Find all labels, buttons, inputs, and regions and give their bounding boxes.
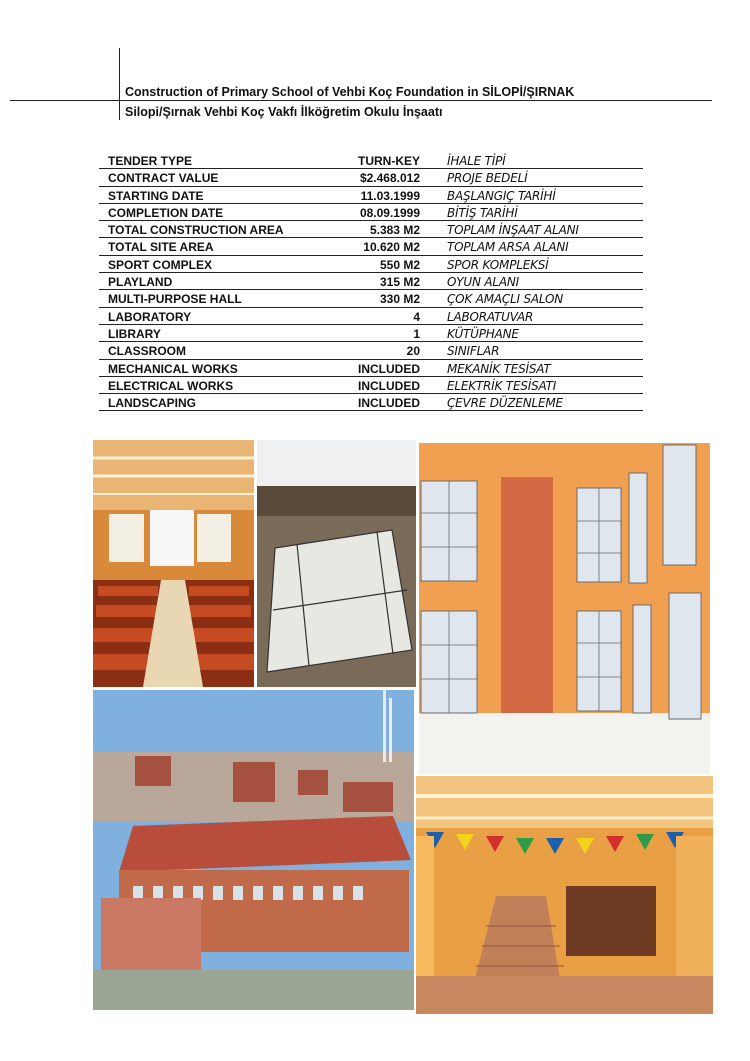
spec-label: COMPLETION DATE [108,205,224,220]
page-subtitle: Silopi/Şırnak Vehbi Koç Vakfı İlköğretim Okulu İnşaatı [125,105,443,119]
spec-label-tr: ÇEVRE DÜZENLEME [447,396,563,411]
spec-label-tr: TOPLAM ARSA ALANI [447,240,569,255]
photo-building-facade [419,443,710,774]
spec-label: LABORATORY [108,309,192,324]
photo-interior-stairs [416,776,713,1014]
spec-label: LANDSCAPING [108,396,197,411]
horizontal-rule [10,100,712,101]
table-row [99,187,643,204]
spec-label-tr: LABORATUVAR [447,309,534,324]
table-row [99,152,643,169]
spec-value: 315 M2 [379,275,420,290]
spec-value: 4 [413,309,420,324]
table-row [99,290,643,307]
spec-label-tr: SINIFLAR [447,344,500,359]
page-title: Construction of Primary School of Vehbi Koç Foundation in SİLOPİ/ŞIRNAK [125,85,575,99]
spec-label: CONTRACT VALUE [108,171,219,186]
spec-label-tr: BİTİŞ TARİHİ [447,205,518,220]
table-row [99,221,643,238]
spec-label: STARTING DATE [108,188,204,203]
table-row [99,256,643,273]
spec-value: 08.09.1999 [359,205,420,220]
spec-label-tr: OYUN ALANI [447,275,519,290]
spec-label-tr: İHALE TİPİ [447,154,506,168]
spec-label: PLAYLAND [108,275,173,290]
spec-label: CLASSROOM [108,344,186,359]
table-row [99,325,643,342]
spec-label: SPORT COMPLEX [108,257,213,272]
spec-value: 10.620 M2 [363,240,420,255]
spec-value: INCLUDED [358,396,420,411]
table-row [99,169,643,186]
table-row [99,204,643,221]
table-row [99,394,643,411]
spec-label-tr: MEKANİK TESİSAT [447,361,551,376]
spec-value: INCLUDED [358,361,420,376]
spec-value: 550 M2 [379,257,420,272]
spec-value: 1 [413,326,420,341]
spec-value: 330 M2 [379,292,420,307]
spec-label: MECHANICAL WORKS [108,361,238,376]
spec-label: TOTAL SITE AREA [108,240,214,255]
spec-value: $2.468.012 [359,171,420,186]
spec-value: 20 [406,344,420,359]
spec-label: ELECTRICAL WORKS [108,378,234,393]
spec-table [99,152,643,411]
table-row [99,308,643,325]
table-row [99,238,643,255]
spec-label-tr: TOPLAM İNŞAAT ALANI [447,223,579,238]
photo-sport-court [257,440,416,687]
spec-label: MULTI-PURPOSE HALL [108,292,242,307]
spec-label-tr: KÜTÜPHANE [447,326,519,341]
spec-label: TENDER TYPE [108,154,193,168]
spec-label: LIBRARY [108,326,161,341]
spec-value: TURN-KEY [358,154,420,168]
spec-label-tr: PROJE BEDELİ [447,171,528,186]
spec-label-tr: ÇOK AMAÇLI SALON [447,292,564,307]
photo-multipurpose-hall [93,440,254,687]
table-row [99,342,643,359]
vertical-rule [119,48,120,120]
spec-label: TOTAL CONSTRUCTION AREA [108,223,284,238]
spec-value: INCLUDED [358,378,420,393]
spec-label-tr: SPOR KOMPLEKSİ [447,257,549,272]
spec-value: 5.383 M2 [369,223,420,238]
spec-label-tr: ELEKTRİK TESİSATI [447,378,557,393]
spec-label-tr: BAŞLANGIÇ TARİHİ [447,188,556,203]
table-row [99,273,643,290]
table-row [99,360,643,377]
spec-value: 11.03.1999 [360,188,420,203]
photo-school-exterior [93,690,414,1010]
table-row [99,377,643,394]
